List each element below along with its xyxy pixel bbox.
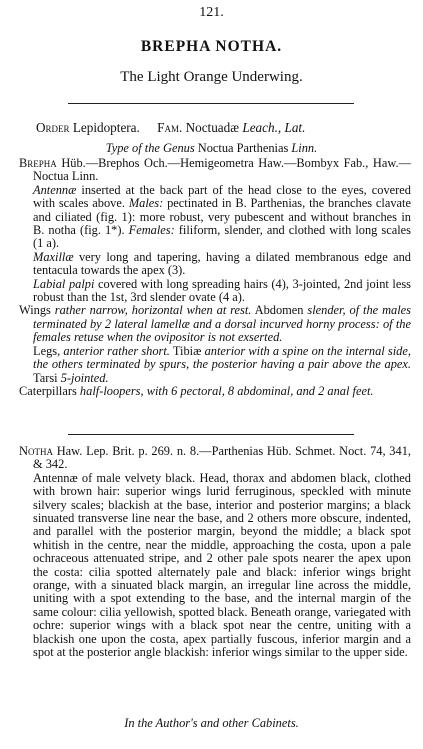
wings-text: rather narrow, horizontal when at rest. (54, 303, 252, 318)
page-number: 121. (199, 5, 224, 20)
genus-synonyms: Hüb.—Brephos Och.—Hemigeometra Haw.—Bombyx Fab., Haw.—Noctua Linn. (33, 156, 411, 184)
order-name: Lepidoptera. (72, 120, 140, 135)
family-author: Leach., Lat. (242, 120, 306, 135)
antennae-text: inserted at the back part of the head close to the eyes, covered with scales above. (33, 182, 411, 211)
classification-line (36, 120, 305, 136)
palpi-paragraph (19, 278, 411, 305)
palpi-label: Labial palpi (33, 276, 95, 291)
species-description (19, 445, 411, 660)
abdomen-text: slender, of the males terminated by 2 lateral lamellæ and a dorsal incurved horny process: of the females retuse when the ovipositor is not exserted. (33, 303, 411, 345)
antennae-paragraph (19, 184, 411, 251)
caterpillars-label: Caterpillars (19, 383, 77, 398)
caterpillars-paragraph (19, 385, 411, 398)
tarsi-label: Tarsi (33, 370, 58, 385)
species-name: Notha (19, 444, 53, 458)
tarsi-text: 5-jointed. (60, 370, 109, 385)
cabinet-note: In the Author's and other Cabinets. (124, 716, 299, 730)
maxillae-text: very long and tapering, having a dilated membranous edge and tentacula towards the apex (3). (33, 249, 411, 278)
legs-text: anterior rather short. (63, 343, 170, 358)
type-species: Noctua Parthenias (197, 141, 289, 155)
type-author: Linn. (291, 141, 318, 155)
species-reference-paragraph (19, 445, 411, 472)
legs-label: Legs, (33, 343, 61, 358)
tibiae-label: Tibiæ (172, 343, 202, 358)
antennae-label: Antennæ (33, 182, 77, 197)
females-text: filiform, slender, and clothed with long scales (1 a). (33, 223, 411, 251)
genus-description (19, 157, 411, 398)
wings-label: Wings (19, 303, 51, 318)
page-title: BREPHA NOTHA. (140, 38, 283, 55)
section-divider (68, 434, 354, 435)
order-label: Order (36, 120, 70, 135)
legs-paragraph (19, 345, 411, 385)
females-label: Females: (128, 223, 175, 238)
wings-paragraph (19, 304, 411, 344)
genus-synonymy (19, 157, 411, 184)
maxillae-paragraph (19, 251, 411, 278)
page-subtitle: The Light Orange Underwing. (120, 69, 303, 85)
tibiae-text: anterior with a spine on the internal side, the others terminated by spurs, the posterior having a pair above the apex. (33, 343, 411, 372)
males-label: Males: (128, 196, 164, 211)
family-name: Noctuadæ (185, 120, 240, 135)
abdomen-label: Abdomen (254, 303, 304, 318)
species-reference: Haw. Lep. Brit. p. 269. n. 8.—Parthenias Hüb. Schmet. Noct. 74, 341, & 342. (33, 444, 411, 472)
genus-name: Brepha (19, 156, 57, 170)
type-of-genus (0, 141, 423, 156)
type-prefix: Type of the Genus (105, 141, 195, 155)
caterpillars-text: half-loopers, with 6 pectoral, 8 abdominal, and 2 anal feet. (79, 383, 374, 398)
top-divider (68, 103, 354, 104)
maxillae-label: Maxillæ (33, 249, 74, 264)
palpi-text: covered with long spreading hairs (4), 3-jointed, 2nd joint less robust than the 1st, 3rd slender ovate (4 a). (33, 276, 411, 305)
males-text: pectinated in B. Parthenias, the branches clavate and ciliated (fig. 1): more robust, very pubescent and without branches in B. notha (fig. 1*). (33, 196, 411, 238)
species-description-text: Antennæ of male velvety black. Head, thorax and abdomen black, clothed with brown hair: superior wings lurid ferruginous, speckled with minute silvery scales; blackish at the base, interior and posterior margins; a black sinuated transverse line near the base, and 2 others more obscure, indented, and parallel with the posterior margin, beyond the middle; a black spot whitish in the centre, near the middle, approaching the costa, upon a pale ochraceous attenuated stripe, and 2 other pale spots nearer the apex upon the costa: cilia spotted alternately pale and black: inferior wings bright orange, with a sinuated black margin, an irregular line across the middle, uniting with a spot extending to the base, and the internal margin of the same colour: cilia yellowish, spotted black. Beneath orange, variegated with ochre: superior wings with a black spot near the centre, uniting with a blackish one upon the costa, apex partially fuscous, inferior margin and a spot at the posterior angle blackish: inferior wings similar to the upper side. (33, 470, 411, 660)
family-label: Fam. (157, 120, 183, 135)
